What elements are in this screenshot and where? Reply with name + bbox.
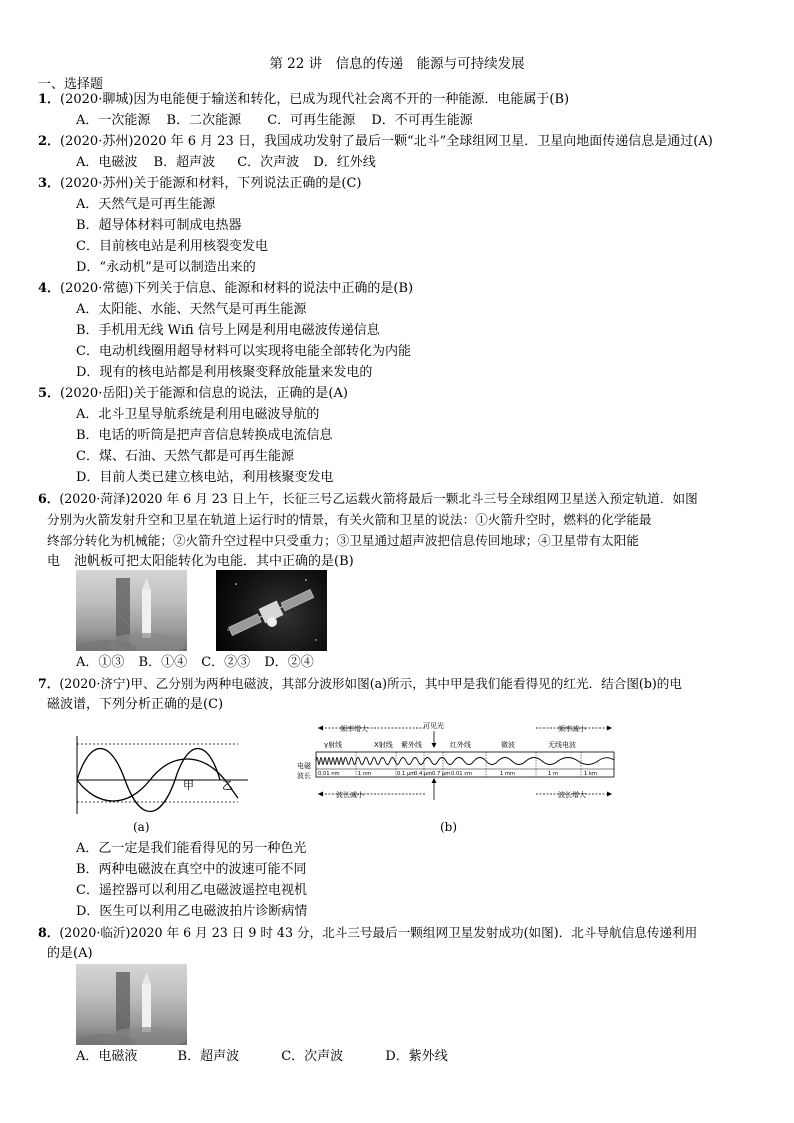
option-b: B．二次能源 xyxy=(166,113,242,128)
question-stem: (2020·济宁)甲、乙分别为两种电磁波，其部分波形如图(a)所示，其中甲是我们能看得见的红光．结合图(b)的电 xyxy=(59,676,682,691)
band-gamma: γ射线 xyxy=(324,741,343,749)
option-c: C．煤、石油、天然气都是可再生能源 xyxy=(76,449,294,464)
text-fragment: 池帆板可把太阳能转化为电能．其中正确的是(B) xyxy=(74,554,354,569)
option-c: C．次声波 xyxy=(281,1049,344,1064)
question-3 xyxy=(38,175,362,193)
tick-label: 0.01 cm xyxy=(451,771,473,777)
band-radio: 无线电波 xyxy=(548,741,576,749)
band-ir: 红外线 xyxy=(450,741,471,749)
question-number: 2． xyxy=(38,134,61,149)
visible-light-label: 可见光 xyxy=(423,722,444,730)
freq-down-label: 频率减小 xyxy=(558,725,586,733)
caption-b: (b) xyxy=(440,820,458,834)
tick-label: 1 km xyxy=(584,771,598,777)
question-number: 6． xyxy=(38,491,60,506)
question-2-options xyxy=(76,154,376,172)
tick-label: 0.4 μm xyxy=(414,771,433,777)
question-7-line-2: 磁波谱，下列分析正确的是(C) xyxy=(47,697,224,712)
question-4 xyxy=(38,280,413,298)
option-a: A．一次能源 xyxy=(76,113,151,128)
tick-label: 1 nm xyxy=(358,771,372,777)
wavelength-up-label: 波长增大 xyxy=(558,791,586,799)
option-d: D．现有的核电站都是利用核聚变释放能量来发电的 xyxy=(76,365,373,380)
caption-a: (a) xyxy=(133,820,150,834)
question-number: 7． xyxy=(38,676,60,691)
side-label-2: 波长 xyxy=(297,772,311,780)
question-7-line-1 xyxy=(38,675,682,693)
side-label-1: 电磁 xyxy=(297,762,311,770)
question-6-line-4 xyxy=(47,553,354,571)
option-d: D．“永动机”是可以制造出来的 xyxy=(76,260,256,275)
tick-label: 0.7 μm xyxy=(432,771,451,777)
rocket-launch-photo xyxy=(76,570,187,651)
option-d: D．不可再生能源 xyxy=(371,113,473,128)
option-b: B．①④ xyxy=(138,655,188,670)
option-d: D．紫外线 xyxy=(385,1049,448,1064)
question-6-line-1 xyxy=(38,490,698,508)
em-spectrum-figure-b xyxy=(296,718,618,806)
band-uv: 紫外线 xyxy=(401,741,422,749)
option-d: D．医生可以利用乙电磁波拍片诊断病情 xyxy=(76,904,308,919)
text-fragment: 电 xyxy=(47,554,61,569)
question-8-options xyxy=(76,1048,448,1066)
option-d: D．②④ xyxy=(264,655,314,670)
option-b: B．超声波 xyxy=(177,1049,240,1064)
question-8-line-1 xyxy=(38,924,697,942)
question-2 xyxy=(38,133,713,151)
option-a: A．太阳能、水能、天然气是可再生能源 xyxy=(76,302,307,317)
tick-label: 1 mm xyxy=(500,771,516,777)
question-stem: (2020·聊城)因为电能便于输送和转化，已成为现代社会离不开的一种能源．电能属于(B) xyxy=(60,92,570,107)
option-a: A．北斗卫星导航系统是利用电磁波导航的 xyxy=(76,407,320,422)
question-6-line-3: 终部分转化为机械能；②火箭升空过程中只受重力；③卫星通过超声波把信息传回地球；④卫星带有太阳能 xyxy=(47,533,639,548)
option-c: C．②③ xyxy=(201,655,251,670)
section-heading: 一、选择题 xyxy=(38,77,104,92)
option-a: A．电磁波 xyxy=(76,155,138,170)
option-b: B．超声波 xyxy=(153,155,216,170)
question-number: 3． xyxy=(38,176,61,191)
question-number: 8． xyxy=(38,925,60,940)
tick-label: 1 m xyxy=(548,771,559,777)
rocket-launch-photo xyxy=(76,964,187,1045)
waveform-figure-a xyxy=(70,734,250,816)
question-8-line-2: 的是(A) xyxy=(47,946,93,961)
question-6-options xyxy=(76,654,314,672)
option-c: C．目前核电站是利用核裂变发电 xyxy=(76,239,268,254)
option-b: B．手机用无线 Wifi 信号上网是利用电磁波传递信息 xyxy=(76,323,380,338)
option-c: C．遥控器可以利用乙电磁波遥控电视机 xyxy=(76,883,307,898)
question-number: 1． xyxy=(38,92,61,107)
option-b: B．电话的听筒是把声音信息转换成电流信息 xyxy=(76,428,333,443)
question-stem: (2020·苏州)2020 年 6 月 23 日，我国成功发射了最后一颗“北斗”全球组网卫星．卫星向地面传递信息是通过(A) xyxy=(60,134,713,149)
question-1-options xyxy=(76,112,473,130)
question-stem: (2020·菏泽)2020 年 6 月 23 日上午，长征三号乙运载火箭将最后一颗北斗三号全球组网卫星送入预定轨道．如图 xyxy=(59,491,698,506)
option-c: C．电动机线圈用超导材料可以实现将电能全部转化为内能 xyxy=(76,344,411,359)
option-a: A．乙一定是我们能看得见的另一种色光 xyxy=(76,841,307,856)
label-jia: 甲 xyxy=(183,779,194,792)
question-stem: (2020·苏州)关于能源和材料，下列说法正确的是(C) xyxy=(60,176,362,191)
option-a: A．天然气是可再生能源 xyxy=(76,197,216,212)
option-b: B．两种电磁波在真空中的波速可能不同 xyxy=(76,862,307,877)
question-number: 5． xyxy=(38,386,61,401)
band-xray: X射线 xyxy=(374,741,393,749)
question-5 xyxy=(38,385,348,403)
option-a: A．①③ xyxy=(76,655,125,670)
option-d: D．目前人类已建立核电站，利用核聚变发电 xyxy=(76,470,334,485)
wavelength-down-label: 波长减小 xyxy=(336,791,364,799)
option-c: C．可再生能源 xyxy=(267,113,356,128)
option-c: C．次声波 xyxy=(237,155,300,170)
question-6-line-2: 分别为火箭发射升空和卫星在轨道上运行时的情景，有关火箭和卫星的说法：①火箭升空时，燃料的化学能最 xyxy=(47,512,652,527)
option-d: D．红外线 xyxy=(313,155,376,170)
question-stem: (2020·常德)下列关于信息、能源和材料的说法中正确的是(B) xyxy=(60,281,414,296)
satellite-photo xyxy=(216,570,327,651)
option-a: A．电磁液 xyxy=(76,1049,138,1064)
tick-label: 0.1 μm xyxy=(397,771,416,777)
page-title: 第 22 讲 信息的传递 能源与可持续发展 xyxy=(269,56,525,72)
band-microwave: 微波 xyxy=(501,741,515,749)
question-number: 4． xyxy=(38,281,61,296)
option-b: B．超导体材料可制成电热器 xyxy=(76,218,242,233)
tick-label: 0.01 nm xyxy=(318,771,340,777)
question-stem: (2020·临沂)2020 年 6 月 23 日 9 时 43 分，北斗三号最后一颗组网卫星发射成功(如图)．北斗导航信息传递利用 xyxy=(59,925,698,940)
label-yi: 乙 xyxy=(222,779,233,792)
question-stem: (2020·岳阳)关于能源和信息的说法，正确的是(A) xyxy=(60,386,348,401)
freq-up-label: 频率增大 xyxy=(340,725,368,733)
question-1 xyxy=(38,91,569,109)
